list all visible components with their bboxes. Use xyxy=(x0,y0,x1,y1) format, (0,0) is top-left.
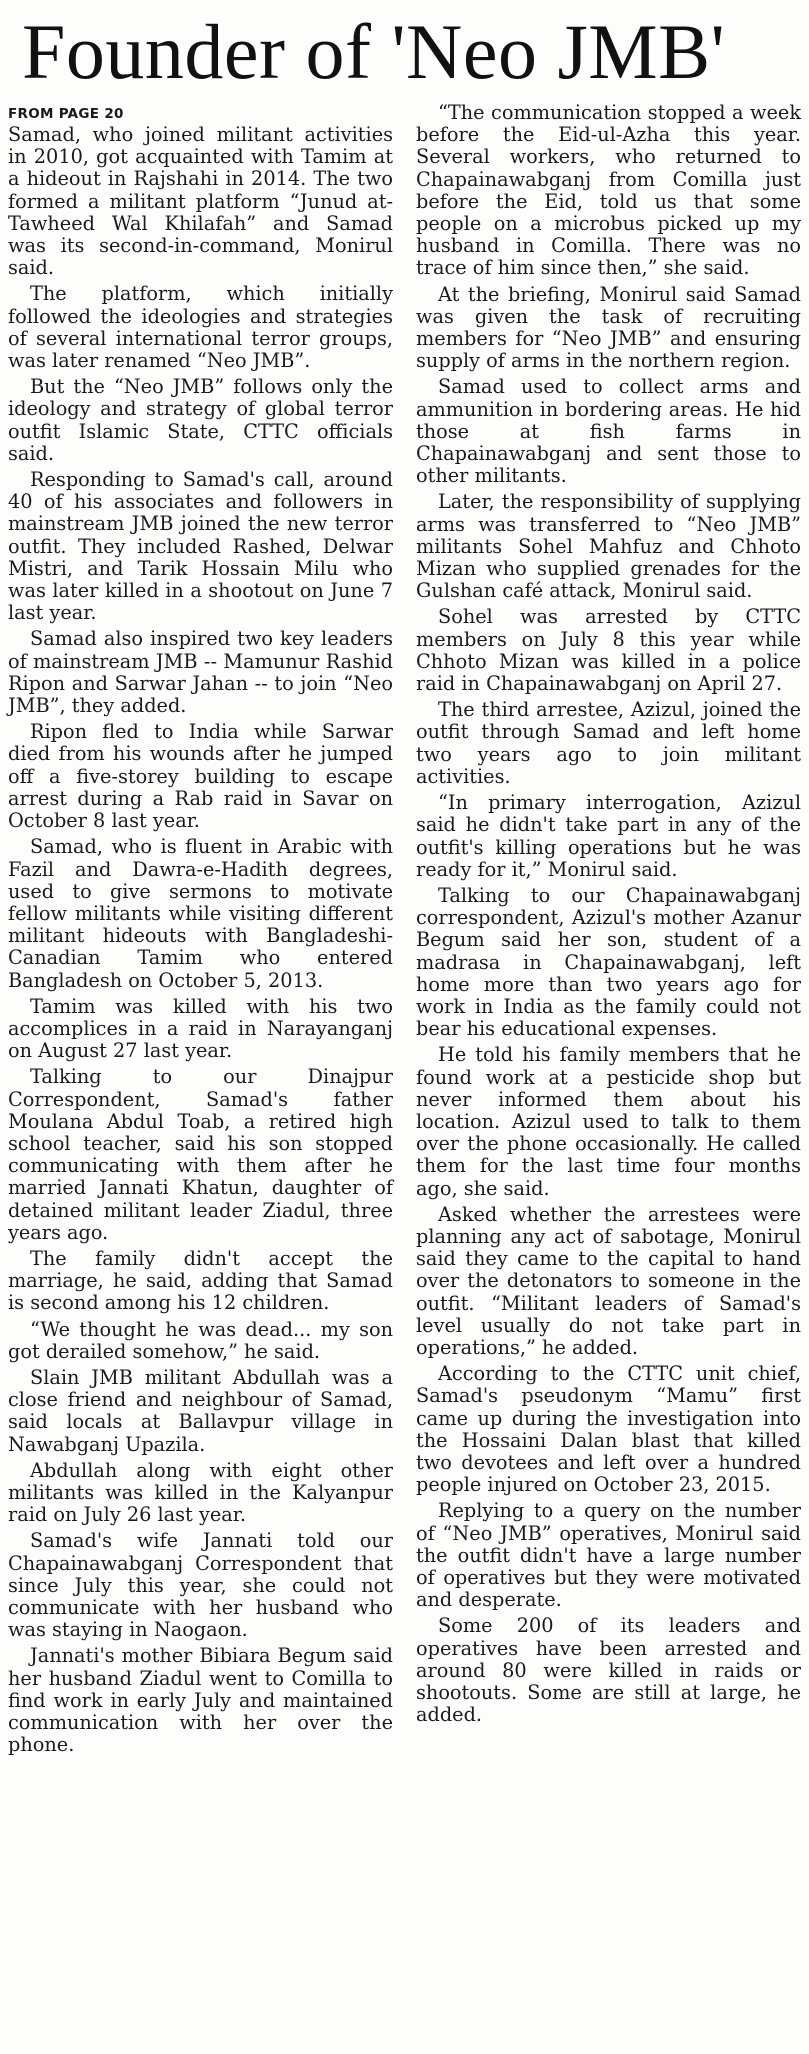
paragraph: “In primary interrogation, Azizul said he didn't take part in any of the outfit's killing operations but he was ready for it,” Monirul said. xyxy=(416,791,801,881)
paragraph: Samad, who joined militant activities in 2010, got acquainted with Tamim at a hideout in Rajshahi in 2014. The two formed a militant platform “Junud at-Tawheed Wal Khilafah” and Samad was its second-in-command, Monirul said. xyxy=(8,123,393,280)
paragraph: Talking to our Dinajpur Correspondent, Samad's father Moulana Abdul Toab, a retired high school teacher, said his son stopped communicating with them after he married Jannati Khatun, daughter of detained militant leader Ziadul, three years ago. xyxy=(8,1065,393,1244)
paragraph: Samad, who is fluent in Arabic with Fazil and Dawra-e-Hadith degrees, used to give sermons to motivate fellow militants while visiting different militant hideouts with Bangladeshi-Canadian Tamim who entered Bangladesh on October 5, 2013. xyxy=(8,835,393,992)
paragraph: Asked whether the arrestees were planning any act of sabotage, Monirul said they came to the capital to hand over the detonators to someone in the outfit. “Militant leaders of Samad's level usually do not take part in operations,” he added. xyxy=(416,1202,801,1359)
paragraph: The platform, which initially followed the ideologies and strategies of several international terror groups, was later renamed “Neo JMB”. xyxy=(8,282,393,373)
paragraph: But the “Neo JMB” follows only the ideology and strategy of global terror outfit Islamic State, CTTC officials said. xyxy=(8,375,393,465)
paragraph: Responding to Samad's call, around 40 of his associates and followers in mainstream JMB joined the new terror outfit. They included Rashed, Delwar Mistri, and Tarik Hossain Milu who was later killed in a shootout on June 7 last year. xyxy=(8,468,393,625)
paragraph: Later, the responsibility of supplying arms was transferred to “Neo JMB” militants Sohel Mahfuz and Chhoto Mizan who supplied grenades for the Gulshan café attack, Monirul said. xyxy=(416,490,801,603)
paragraph: Abdullah along with eight other militants was killed in the Kalyanpur raid on July 26 last year. xyxy=(8,1458,393,1527)
jump-line: FROM PAGE 20 xyxy=(8,106,124,122)
paragraph: Slain JMB militant Abdullah was a close friend and neighbour of Samad, said locals at Ballavpur village in Nawabganj Upazila. xyxy=(8,1365,393,1456)
paragraph: Some 200 of its leaders and operatives have been arrested and around 80 were killed in raids or shootouts. Some are still at large, he added. xyxy=(416,1614,801,1727)
paragraph: Tamim was killed with his two accomplices in a raid in Narayanganj on August 27 last year. xyxy=(8,994,393,1063)
headline: Founder of 'Neo JMB' xyxy=(22,8,726,95)
paragraph: Replying to a query on the number of “Neo JMB” operatives, Monirul said the outfit didn't have a large number of operatives but they were motivated and desperate. xyxy=(416,1499,801,1612)
paragraph: “The communication stopped a week before the Eid-ul-Azha this year. Several workers, who returned to Chapainawabganj from Comilla just before the Eid, told us that some people on a microbus picked up my husband in Comilla. There was no trace of him since then,” she said. xyxy=(416,101,801,280)
right-column xyxy=(416,102,801,1730)
paragraph: Samad's wife Jannati told our Chapainawabganj Correspondent that since July this year, she could not communicate with her husband who was staying in Naogaon. xyxy=(8,1529,393,1642)
paragraph: The third arrestee, Azizul, joined the outfit through Samad and left home two years ago to join militant activities. xyxy=(416,698,801,788)
paragraph: At the briefing, Monirul said Samad was given the task of recruiting members for “Neo JMB” and ensuring supply of arms in the northern region. xyxy=(416,282,801,373)
paragraph: The family didn't accept the marriage, he said, adding that Samad is second among his 12 children. xyxy=(8,1246,393,1315)
paragraph: He told his family members that he found work at a pesticide shop but never informed them about his location. Azizul used to talk to them over the phone occasionally. He called them for the last time four months ago, she said. xyxy=(416,1043,801,1200)
paragraph: According to the CTTC unit chief, Samad's pseudonym “Mamu” first came up during the investigation into the Hossaini Dalan blast that killed two devotees and left over a hundred people injured on October 23, 2015. xyxy=(416,1362,801,1497)
paragraph: Samad used to collect arms and ammunition in bordering areas. He hid those at fish farms in Chapainawabganj and sent those to other militants. xyxy=(416,375,801,488)
paragraph: Ripon fled to India while Sarwar died from his wounds after he jumped off a five-storey building to escape arrest during a Rab raid in Savar on October 8 last year. xyxy=(8,720,393,833)
paragraph: Talking to our Chapainawabganj correspondent, Azizul's mother Azanur Begum said her son, student of a madrasa in Chapainawabganj, left home more than two years ago for work in India as the family could not bear his educational expenses. xyxy=(416,883,801,1041)
paragraph: Samad also inspired two key leaders of mainstream JMB -- Mamunur Rashid Ripon and Sarwar Jahan -- to join “Neo JMB”, they added. xyxy=(8,627,393,718)
paragraph: Sohel was arrested by CTTC members on July 8 this year while Chhoto Mizan was killed in a police raid in Chapainawabganj on April 27. xyxy=(416,605,801,696)
left-column xyxy=(8,104,393,1760)
paragraph: “We thought he was dead... my son got derailed somehow,” he said. xyxy=(8,1317,393,1363)
paragraph: Jannati's mother Bibiara Begum said her husband Ziadul went to Comilla to find work in early July and maintained communication with her over the phone. xyxy=(8,1644,393,1757)
